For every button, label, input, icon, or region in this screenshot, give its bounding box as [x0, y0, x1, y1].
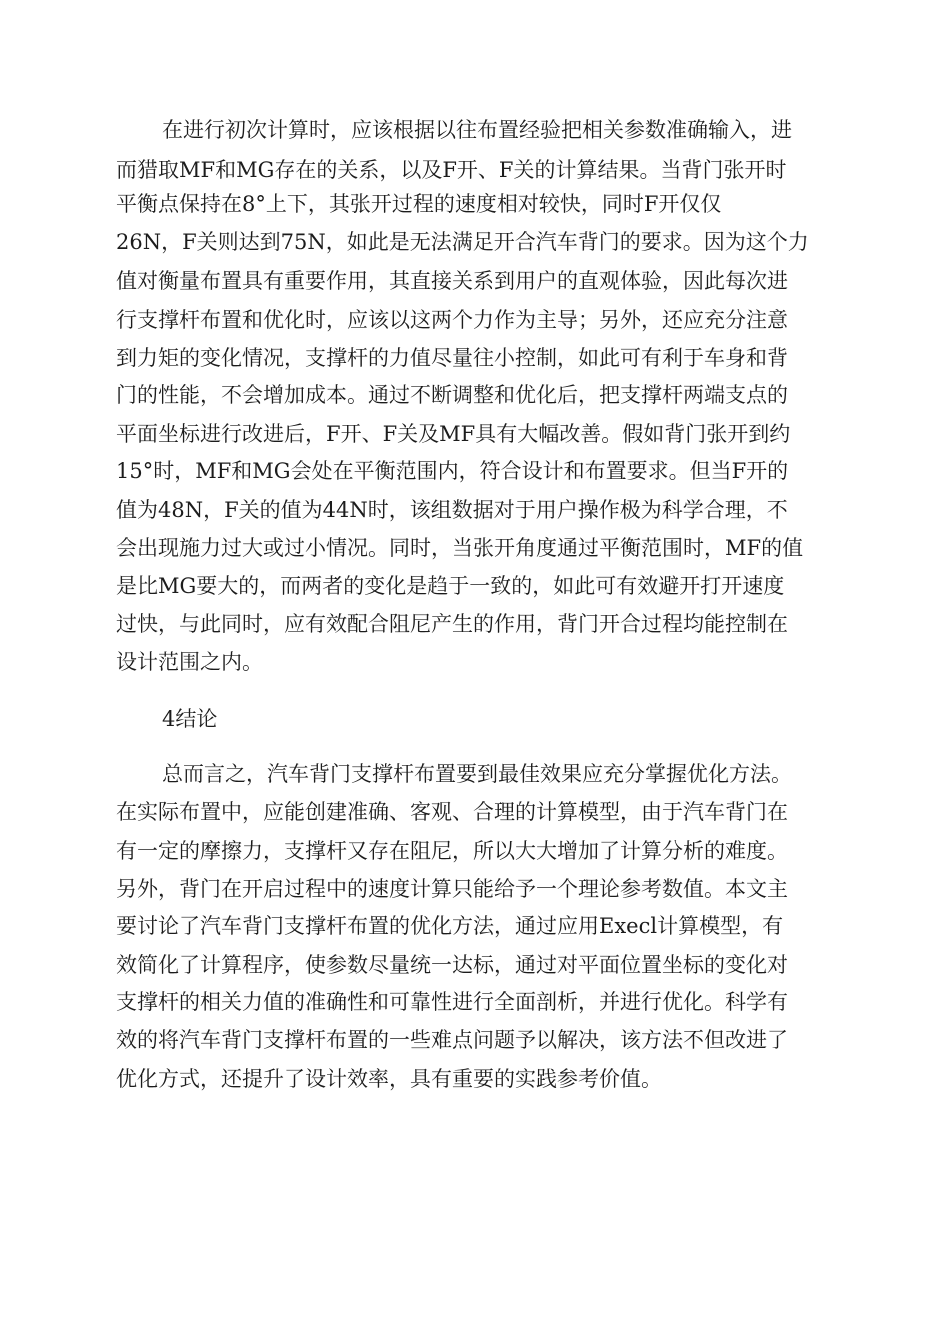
paragraph-1-line-1: 在进行初次计算时，应该根据以往布置经验把相关参数准确输入，进: [162, 118, 792, 142]
paragraph-1-line-13: 是比MG要大的，而两者的变化是趋于一致的，如此可有效避开打开速度: [116, 574, 785, 598]
paragraph-2-line-2: 在实际布置中，应能创建准确、客观、合理的计算模型，由于汽车背门在: [116, 800, 788, 824]
paragraph-1-line-3: 平衡点保持在8°上下，其张开过程的速度相对较快，同时F开仅仅: [116, 192, 722, 216]
paragraph-2-line-7: 支撑杆的相关力值的准确性和可靠性进行全面剖析，并进行优化。科学有: [116, 990, 788, 1014]
paragraph-1-line-6: 行支撑杆布置和优化时，应该以这两个力作为主导；另外，还应充分注意: [116, 308, 788, 332]
paragraph-1-line-5: 值对衡量布置具有重要作用，其直接关系到用户的直观体验，因此每次进: [116, 269, 788, 293]
paragraph-1-line-7: 到力矩的变化情况，支撑杆的力值尽量往小控制，如此可有利于车身和背: [116, 346, 788, 370]
paragraph-1-line-2: 而猎取MF和MG存在的关系，以及F开、F关的计算结果。当背门张开时: [116, 158, 787, 182]
paragraph-1-line-14: 过快，与此同时，应有效配合阻尼产生的作用，背门开合过程均能控制在: [116, 612, 788, 636]
section-heading: 4结论: [162, 707, 218, 731]
paragraph-2-line-6: 效简化了计算程序，使参数尽量统一达标，通过对平面位置坐标的变化对: [116, 953, 788, 977]
paragraph-1-line-10: 15°时，MF和MG会处在平衡范围内，符合设计和布置要求。但当F开的: [116, 459, 789, 483]
paragraph-2-line-4: 另外，背门在开启过程中的速度计算只能给予一个理论参考数值。本文主: [116, 877, 788, 901]
paragraph-2-line-1: 总而言之，汽车背门支撑杆布置要到最佳效果应充分掌握优化方法。: [162, 762, 792, 786]
paragraph-2-line-5: 要讨论了汽车背门支撑杆布置的优化方法，通过应用Execl计算模型，有: [116, 914, 784, 938]
paragraph-1-line-4: 26N，F关则达到75N，如此是无法满足开合汽车背门的要求。因为这个力: [116, 230, 809, 254]
paragraph-1-line-9: 平面坐标进行改进后，F开、F关及MF具有大幅改善。假如背门张开到约: [116, 422, 791, 446]
paragraph-2-line-9: 优化方式，还提升了设计效率，具有重要的实践参考价值。: [116, 1067, 662, 1091]
paragraph-1-line-15: 设计范围之内。: [116, 650, 263, 674]
paragraph-2-line-8: 效的将汽车背门支撑杆布置的一些难点问题予以解决，该方法不但改进了: [116, 1028, 788, 1052]
paragraph-1-line-8: 门的性能，不会增加成本。通过不断调整和优化后，把支撑杆两端支点的: [116, 383, 788, 407]
paragraph-2-line-3: 有一定的摩擦力，支撑杆又存在阻尼，所以大大增加了计算分析的难度。: [116, 839, 788, 863]
paragraph-1-line-12: 会出现施力过大或过小情况。同时，当张开角度通过平衡范围时，MF的值: [116, 536, 804, 560]
paragraph-1-line-11: 值为48N，F关的值为44N时，该组数据对于用户操作极为科学合理，不: [116, 498, 788, 522]
